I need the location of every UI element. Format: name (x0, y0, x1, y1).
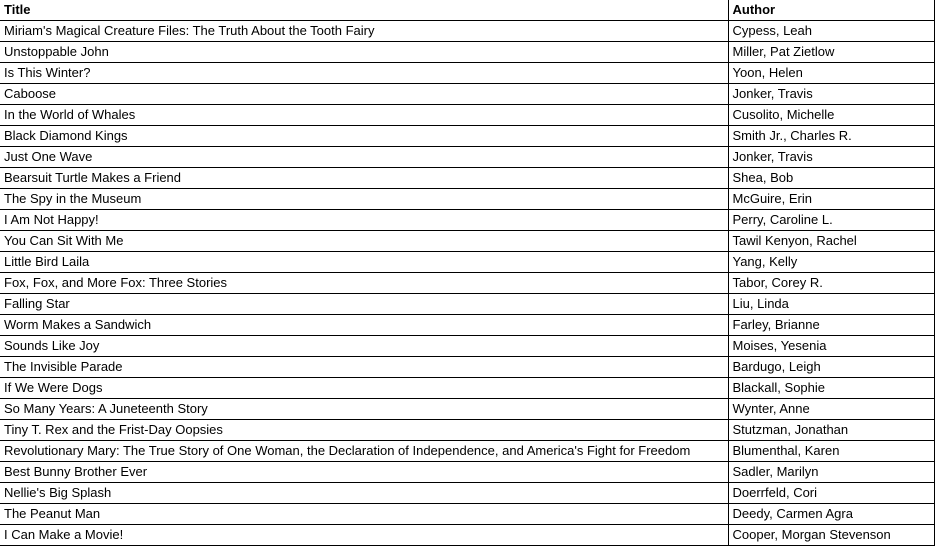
author-cell[interactable]: Tawil Kenyon, Rachel (728, 231, 934, 252)
title-cell[interactable]: The Peanut Man (0, 504, 728, 525)
title-cell[interactable]: The Spy in the Museum (0, 189, 728, 210)
table-row (0, 462, 934, 483)
title-cell[interactable]: Just One Wave (0, 147, 728, 168)
table-row (0, 273, 934, 294)
author-cell[interactable]: Wynter, Anne (728, 399, 934, 420)
table-row (0, 42, 934, 63)
author-cell[interactable]: Cusolito, Michelle (728, 105, 934, 126)
author-cell[interactable]: Shea, Bob (728, 168, 934, 189)
author-cell[interactable]: Sadler, Marilyn (728, 462, 934, 483)
title-cell[interactable]: Sounds Like Joy (0, 336, 728, 357)
table-row (0, 84, 934, 105)
table-row (0, 105, 934, 126)
title-cell[interactable]: Falling Star (0, 294, 728, 315)
title-cell[interactable]: Black Diamond Kings (0, 126, 728, 147)
title-cell[interactable]: You Can Sit With Me (0, 231, 728, 252)
author-cell[interactable]: Bardugo, Leigh (728, 357, 934, 378)
title-cell[interactable]: So Many Years: A Juneteenth Story (0, 399, 728, 420)
title-cell[interactable]: Nellie's Big Splash (0, 483, 728, 504)
author-cell[interactable]: Yoon, Helen (728, 63, 934, 84)
title-cell[interactable]: Caboose (0, 84, 728, 105)
author-cell[interactable]: Blumenthal, Karen (728, 441, 934, 462)
title-cell[interactable]: Best Bunny Brother Ever (0, 462, 728, 483)
table-row (0, 525, 934, 546)
author-cell[interactable]: Liu, Linda (728, 294, 934, 315)
table-row (0, 252, 934, 273)
title-cell[interactable]: Little Bird Laila (0, 252, 728, 273)
author-cell[interactable]: Blackall, Sophie (728, 378, 934, 399)
title-cell[interactable]: If We Were Dogs (0, 378, 728, 399)
author-cell[interactable]: Doerrfeld, Cori (728, 483, 934, 504)
table-row (0, 294, 934, 315)
title-cell[interactable]: Revolutionary Mary: The True Story of One Woman, the Declaration of Independence, and America's Fight for Freedom (0, 441, 728, 462)
table-row (0, 189, 934, 210)
table-row (0, 378, 934, 399)
author-cell[interactable]: Smith Jr., Charles R. (728, 126, 934, 147)
title-column-header[interactable]: Title (0, 0, 728, 21)
title-cell[interactable]: Is This Winter? (0, 63, 728, 84)
table-row (0, 126, 934, 147)
table-row (0, 336, 934, 357)
title-cell[interactable]: Miriam's Magical Creature Files: The Truth About the Tooth Fairy (0, 21, 728, 42)
author-column-header[interactable]: Author (728, 0, 934, 21)
table-row (0, 504, 934, 525)
title-cell[interactable]: In the World of Whales (0, 105, 728, 126)
author-cell[interactable]: Miller, Pat Zietlow (728, 42, 934, 63)
table-row (0, 168, 934, 189)
author-cell[interactable]: Perry, Caroline L. (728, 210, 934, 231)
title-cell[interactable]: Fox, Fox, and More Fox: Three Stories (0, 273, 728, 294)
author-cell[interactable]: Jonker, Travis (728, 147, 934, 168)
table-row (0, 210, 934, 231)
table-row (0, 21, 934, 42)
author-cell[interactable]: Farley, Brianne (728, 315, 934, 336)
title-cell[interactable]: I Can Make a Movie! (0, 525, 728, 546)
table-body (0, 21, 934, 546)
table-row (0, 357, 934, 378)
table-row (0, 315, 934, 336)
author-cell[interactable]: Stutzman, Jonathan (728, 420, 934, 441)
author-cell[interactable]: Cooper, Morgan Stevenson (728, 525, 934, 546)
table-row (0, 63, 934, 84)
author-cell[interactable]: Moises, Yesenia (728, 336, 934, 357)
table-row (0, 420, 934, 441)
author-cell[interactable]: Tabor, Corey R. (728, 273, 934, 294)
title-cell[interactable]: The Invisible Parade (0, 357, 728, 378)
header-row (0, 0, 934, 21)
title-cell[interactable]: Worm Makes a Sandwich (0, 315, 728, 336)
table-row (0, 147, 934, 168)
table-row (0, 441, 934, 462)
title-cell[interactable]: Bearsuit Turtle Makes a Friend (0, 168, 728, 189)
author-cell[interactable]: Yang, Kelly (728, 252, 934, 273)
author-cell[interactable]: Cypess, Leah (728, 21, 934, 42)
table-row (0, 483, 934, 504)
table-row (0, 399, 934, 420)
table-row (0, 231, 934, 252)
title-cell[interactable]: Tiny T. Rex and the Frist-Day Oopsies (0, 420, 728, 441)
title-cell[interactable]: Unstoppable John (0, 42, 728, 63)
author-cell[interactable]: Deedy, Carmen Agra (728, 504, 934, 525)
title-cell[interactable]: I Am Not Happy! (0, 210, 728, 231)
author-cell[interactable]: Jonker, Travis (728, 84, 934, 105)
author-cell[interactable]: McGuire, Erin (728, 189, 934, 210)
